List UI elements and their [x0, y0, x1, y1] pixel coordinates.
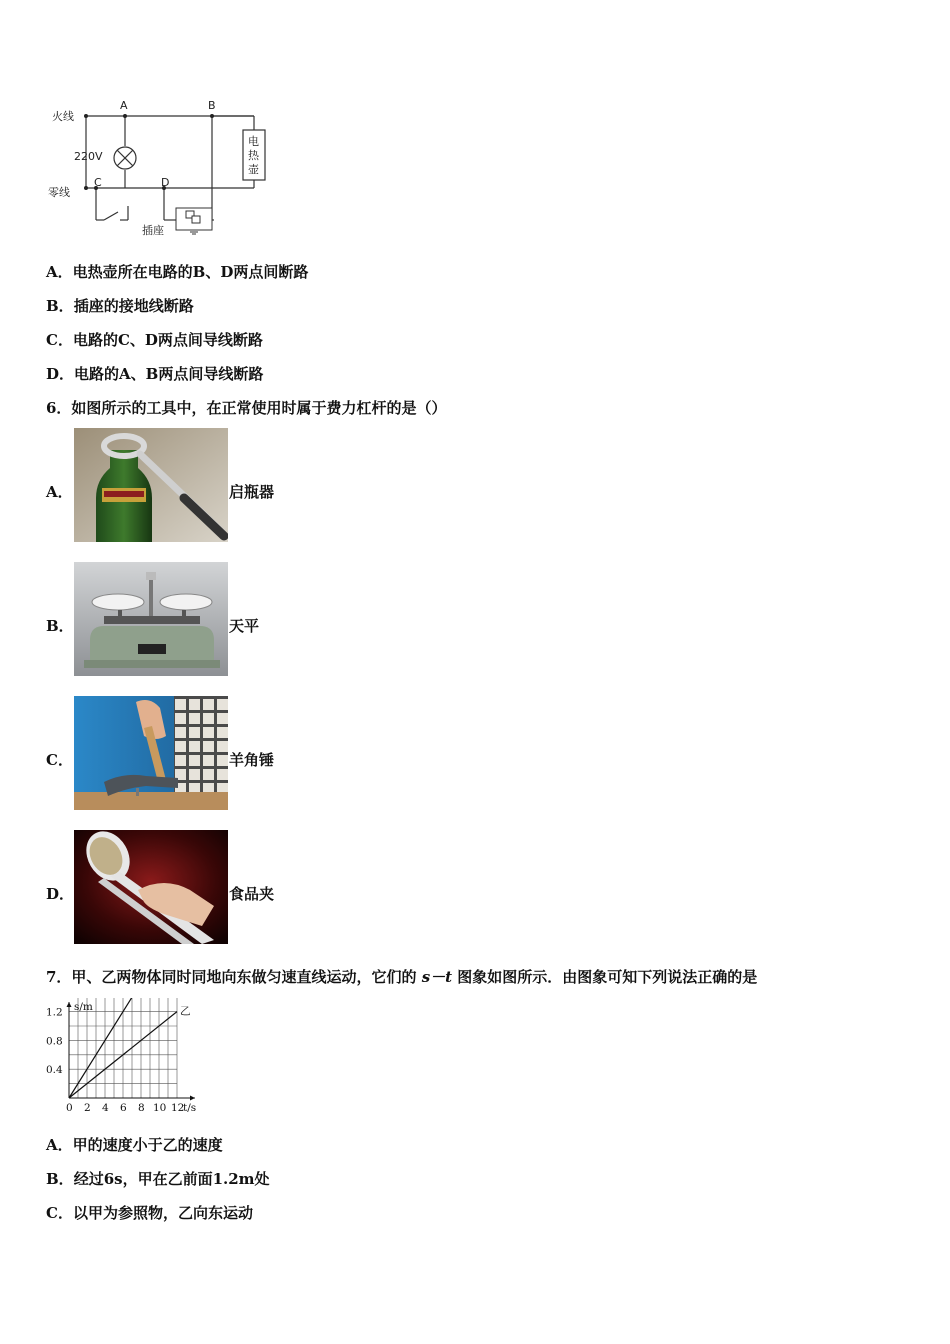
point-b-label: B [208, 99, 216, 112]
q6-option-a-letter[interactable]: A． [46, 483, 73, 501]
y-axis-label: s/m [74, 1001, 93, 1013]
kettle-label-2: 热 [248, 149, 259, 162]
y-tick-label: 0.4 [46, 1064, 63, 1077]
q6-option-d-letter[interactable]: D． [46, 885, 75, 903]
q5-option-a[interactable]: A．电热壶所在电路的B、D两点间断路 [46, 263, 309, 281]
x-tick-label: 10 [153, 1102, 167, 1114]
q5-option-d[interactable]: D．电路的A、B两点间导线断路 [46, 365, 264, 383]
q6-option-c-label: 羊角锤 [229, 751, 275, 769]
point-a-label: A [120, 99, 128, 112]
s-t-graph [44, 998, 214, 1118]
series-label-1: 乙 [180, 1005, 191, 1018]
y-tick-label: 1.2 [46, 1006, 63, 1019]
live-wire-label: 火线 [52, 110, 74, 123]
socket-icon [176, 208, 212, 234]
q7-option-b[interactable]: B．经过6s，甲在乙前面1.2m处 [46, 1170, 270, 1188]
point-d-label: D [161, 176, 170, 189]
circuit-diagram [44, 96, 280, 242]
x-axis-arrow [190, 1096, 195, 1101]
q6-option-c-letter[interactable]: C． [46, 751, 73, 769]
kettle-label-1: 电 [248, 135, 259, 148]
balance-photo [74, 562, 228, 676]
q6-option-b-label: 天平 [229, 617, 260, 635]
q6-option-b-letter[interactable]: B． [46, 617, 74, 635]
y-tick-label: 0.8 [46, 1035, 63, 1048]
claw-hammer-photo [74, 696, 228, 810]
socket-label: 插座 [142, 224, 164, 237]
x-tick-label: 6 [120, 1102, 127, 1114]
q5-option-b[interactable]: B．插座的接地线断路 [46, 297, 194, 315]
lamp-icon [114, 147, 136, 169]
voltage-label: 220V [74, 150, 103, 163]
food-tongs-photo [74, 830, 228, 944]
x-tick-label: 8 [138, 1102, 145, 1114]
bottle-opener-photo [74, 428, 228, 542]
x-tick-label: 12 [171, 1102, 185, 1114]
q6-stem: 6．如图所示的工具中，在正常使用时属于费力杠杆的是（） [46, 399, 447, 417]
neutral-wire-label: 零线 [48, 186, 70, 199]
q6-option-d-label: 食品夹 [229, 885, 275, 903]
kettle-label-3: 壶 [248, 163, 259, 176]
q5-option-c[interactable]: C．电路的C、D两点间导线断路 [46, 331, 263, 349]
x-tick-label: 0 [66, 1102, 73, 1114]
x-tick-label: 2 [84, 1102, 91, 1114]
x-tick-label: 4 [102, 1102, 109, 1114]
q6-option-a-label: 启瓶器 [229, 483, 275, 501]
point-c-label: C [94, 176, 102, 189]
q7-option-c[interactable]: C．以甲为参照物，乙向东运动 [46, 1204, 253, 1222]
q7-option-a[interactable]: A．甲的速度小于乙的速度 [46, 1136, 223, 1154]
q7-stem: 7．甲、乙两物体同时同地向东做匀速直线运动，它们的 s－t 图象如图所示．由图象可知下列说法正确的是 [46, 968, 758, 986]
y-axis-arrow [67, 1002, 72, 1007]
x-axis-label: t/s [183, 1102, 197, 1114]
